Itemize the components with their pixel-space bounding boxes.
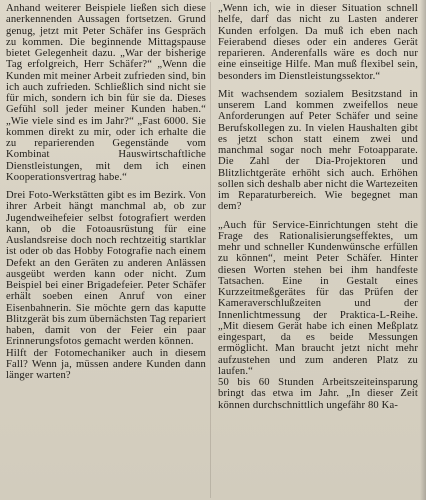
paragraph-new-demands: Mit wachsendem sozialem Besitzstand in unserem Land kommen zweifellos neue Anforderungen auf Peter Schäfer und seine Berufskollegen zu. In vielen Haushalten gibt es jetzt schon statt einem zwei und manchmal sogar noch mehr Fotoapparate. Die Zahl der Dia-Projektoren und Blitzlichtgeräte erhöht sich auch. Erhöhen sollen sich deshalb aber nicht die Wartezeiten im Reparaturbereich. Wie begegnet man dem? [218, 88, 418, 213]
paragraph-interview-intro: Anhand weiterer Beispiele ließen sich diese anerkennenden Aussagen fortsetzen. Grund genug, jetzt mit Peter Schäfer ins Gespräch zu kommen. Die beginnende Mittagspause bietet Gelegenheit dazu. „War der bisherige Tag erfolgreich, Herr Schäfer?“ „Wenn die Kunden mit meiner Arbeit zufrieden sind, bin ich auch zufrieden. Schließlich sind nicht sie für mich, sondern ich bin für sie da. Dieses Gefühl soll jeder meiner Kunden haben.“ „Wie viele sind es im Jahr?“ „Fast 6000. Sie kommen direkt zu mir, oder ich erhalte die zu reparierenden Gegenstände vom Kombinat Hauswirtschaftliche Dienstleistungen, mit dem ich einen Kooperationsvertrag habe.“ [6, 3, 206, 183]
paragraph-question: Hilft der Fotomechaniker auch in diesem Fall? Wenn ja, müssen andere Kunden dann länger warten? [6, 347, 206, 381]
paragraph-rationalization: „Auch für Service-Einrichtungen steht die Frage des Rationalisierungseffektes, um mehr und schneller Kundenwünsche erfüllen zu können“, meint Peter Schäfer. Hinter diesen Worten stehen bei ihm handfeste Tatsachen. Eine in Gestalt eines Kurzzeitmeßgerätes für das Prüfen der Kameraverschlußzeiten und der Innenlichtmessung der Praktica-L-Reihe. „Mit diesem Gerät habe ich einen Meßplatz eingespart, da es beide Messungen ermöglicht. Man braucht jetzt nicht mehr aufzustehen und zum anderen Platz zu laufen.“ [218, 219, 418, 377]
article-column-right [218, 3, 418, 411]
paragraph-quick-help: „Wenn ich, wie in dieser Situation schnell helfe, darf das nicht zu Lasten anderer Kunden erfolgen. Da muß ich eben nach Feierabend dieses oder ein anderes Gerät reparieren. Anderenfalls wäre es doch nur eine einseitige Hilfe. Man muß flexibel sein, besonders im Dienstleistungssektor.“ [218, 3, 418, 82]
column-divider [210, 2, 211, 498]
paragraph-time-savings: 50 bis 60 Stunden Arbeitszeiteinsparung bringt das etwa im Jahr. „In dieser Zeit können durchschnittlich ungefähr 80 Ka- [218, 377, 418, 411]
paper-edge-shadow [420, 0, 426, 500]
article-column-left [6, 3, 206, 381]
paragraph-photo-workshops: Drei Foto-Werkstätten gibt es im Bezirk. Von ihrer Arbeit hängt manchmal ab, ob zur Jugendweihefeier selbst fotografiert werden kann, ob die Fotoausrüstung für eine Auslandsreise doch noch rechtzeitig startklar ist oder ob das Hobby Fotografie nach einem Defekt an den Geräten zu anderen Anlässen ausgeübt werden kann oder nicht. Zum Beispiel bei einer Brigadefeier. Peter Schäfer erhält soeben einen Anruf von einer Eisenbahnerin. Sie möchte gern das kaputte Blitzgerät bis zum übernächsten Tag repariert haben, damit von der Feier ein paar Erinnerungsfotos gemacht werden können. [6, 190, 206, 348]
